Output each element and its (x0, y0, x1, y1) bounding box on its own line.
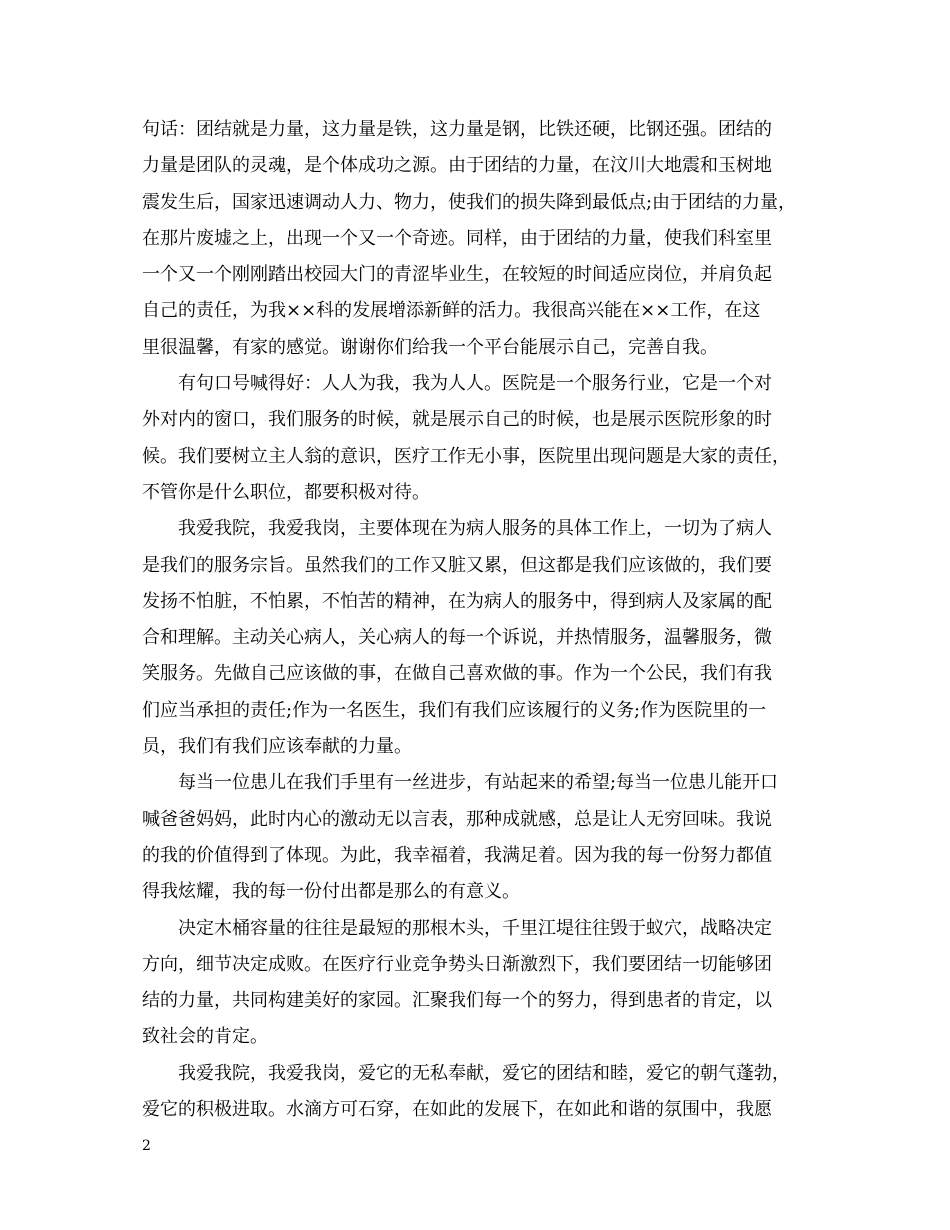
text-line: 员，我们有我们应该奉献的力量。 (142, 736, 412, 758)
document-body (142, 112, 822, 1128)
text-line: 一个又一个刚刚踏出校园大门的青涩毕业生，在较短的时间适应岗位，并肩负起 (142, 264, 772, 286)
text-line: 是我们的服务宗旨。虽然我们的工作又脏又累，但这都是我们应该做的，我们要 (142, 554, 772, 576)
text-line: 有句口号喊得好：人人为我，我为人人。医院是一个服务行业，它是一个对 (178, 373, 772, 395)
text-line: 力量是团队的灵魂，是个体成功之源。由于团结的力量，在汶川大地震和玉树地 (142, 155, 772, 177)
text-line: 笑服务。先做自己应该做的事，在做自己喜欢做的事。作为一个公民，我们有我 (142, 663, 772, 685)
text-line: 不管你是什么职位，都要积极对待。 (142, 481, 430, 503)
text-line: 爱它的积极进取。水滴方可石穿，在如此的发展下，在如此和谐的氛围中，我愿 (142, 1099, 772, 1121)
text-line: 喊爸爸妈妈，此时内心的激动无以言表，那种成就感，总是让人无穷回味。我说 (142, 808, 772, 830)
text-line: 外对内的窗口，我们服务的时候，就是展示自己的时候，也是展示医院形象的时 (142, 409, 772, 431)
text-line: 自己的责任，为我××科的发展增添新鲜的活力。我很高兴能在××工作，在这 (142, 300, 761, 322)
text-line: 我爱我院，我爱我岗，爱它的无私奉献，爱它的团结和睦，爱它的朝气蓬勃， (178, 1062, 790, 1084)
text-line: 方向，细节决定成败。在医疗行业竞争势头日渐激烈下，我们要团结一切能够团 (142, 953, 772, 975)
text-line: 震发生后，国家迅速调动人力、物力，使我们的损失降到最低点;由于团结的力量， (142, 191, 797, 213)
text-line: 合和理解。主动关心病人，关心病人的每一个诉说，并热情服务，温馨服务，微 (142, 627, 772, 649)
page-number: 2 (142, 1138, 151, 1154)
text-line: 决定木桶容量的往往是最短的那根木头，千里江堤往往毁于蚁穴，战略决定 (178, 917, 772, 939)
text-line: 发扬不怕脏，不怕累，不怕苦的精神，在为病人的服务中，得到病人及家属的配 (142, 590, 772, 612)
text-line: 的我的价值得到了体现。为此，我幸福着，我满足着。因为我的每一份努力都值 (142, 844, 772, 866)
text-line: 候。我们要树立主人翁的意识，医疗工作无小事，医院里出现问题是大家的责任， (142, 445, 790, 467)
text-line: 每当一位患儿在我们手里有一丝进步，有站起来的希望;每当一位患儿能开口 (178, 772, 779, 794)
text-line: 致社会的肯定。 (142, 1026, 268, 1048)
text-line: 我爱我院，我爱我岗，主要体现在为病人服务的具体工作上，一切为了病人 (178, 518, 772, 540)
text-line: 在那片废墟之上，出现一个又一个奇迹。同样，由于团结的力量，使我们科室里 (142, 227, 772, 249)
text-line: 们应当承担的责任;作为一名医生，我们有我们应该履行的义务;作为医院里的一 (142, 699, 767, 721)
text-line: 得我炫耀，我的每一份付出都是那么的有意义。 (142, 881, 520, 903)
text-line: 结的力量，共同构建美好的家园。汇聚我们每一个的努力，得到患者的肯定，以 (142, 990, 772, 1012)
text-line: 句话：团结就是力量，这力量是铁，这力量是钢，比铁还硬，比钢还强。团结的 (142, 119, 772, 140)
text-line: 里很温馨，有家的感觉。谢谢你们给我一个平台能展示自己，完善自我。 (142, 336, 718, 358)
